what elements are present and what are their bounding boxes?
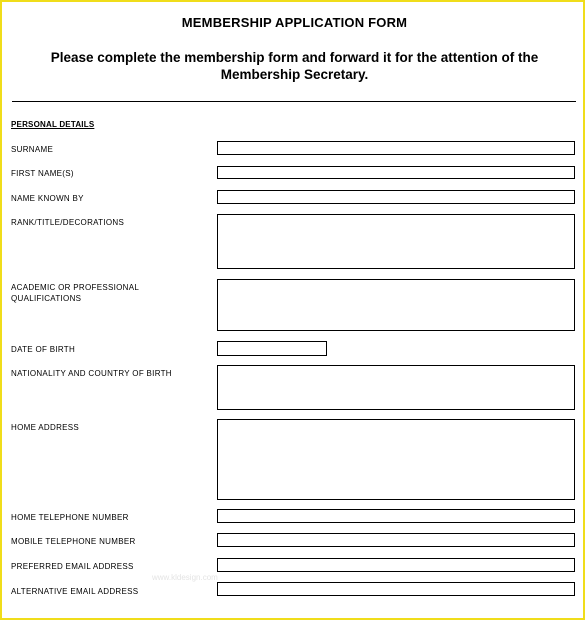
home-address-label: HOME ADDRESS	[11, 423, 80, 432]
surname-field[interactable]	[217, 141, 575, 155]
qualifications-field[interactable]	[217, 279, 575, 331]
first-names-label: FIRST NAME(S)	[11, 169, 74, 178]
qualifications-label: ACADEMIC OR PROFESSIONAL QUALIFICATIONS	[11, 283, 139, 303]
rank-title-label: RANK/TITLE/DECORATIONS	[11, 218, 125, 227]
header-divider	[12, 101, 576, 102]
first-names-field[interactable]	[217, 166, 575, 179]
form-instructions: Please complete the membership form and forward it for the attention of the Membership Secretary.	[50, 50, 539, 82]
name-known-by-label: NAME KNOWN BY	[11, 194, 84, 203]
home-address-field[interactable]	[217, 419, 575, 500]
surname-label: SURNAME	[11, 145, 54, 154]
date-of-birth-label: DATE OF BIRTH	[11, 345, 76, 354]
form-title: MEMBERSHIP APPLICATION FORM	[181, 15, 408, 30]
nationality-field[interactable]	[217, 365, 575, 410]
home-telephone-field[interactable]	[217, 509, 575, 523]
name-known-by-field[interactable]	[217, 190, 575, 204]
preferred-email-label: PREFERRED EMAIL ADDRESS	[11, 562, 134, 571]
rank-title-field[interactable]	[217, 214, 575, 269]
mobile-telephone-field[interactable]	[217, 533, 575, 547]
alternative-email-label: ALTERNATIVE EMAIL ADDRESS	[11, 587, 139, 596]
alternative-email-field[interactable]	[217, 582, 575, 596]
watermark: www.kldesign.com	[152, 573, 218, 582]
home-telephone-label: HOME TELEPHONE NUMBER	[11, 513, 129, 522]
nationality-label: NATIONALITY AND COUNTRY OF BIRTH	[11, 369, 172, 378]
mobile-telephone-label: MOBILE TELEPHONE NUMBER	[11, 537, 136, 546]
section-heading-personal-details: PERSONAL DETAILS	[11, 120, 95, 129]
date-of-birth-field[interactable]	[217, 341, 327, 356]
preferred-email-field[interactable]	[217, 558, 575, 572]
